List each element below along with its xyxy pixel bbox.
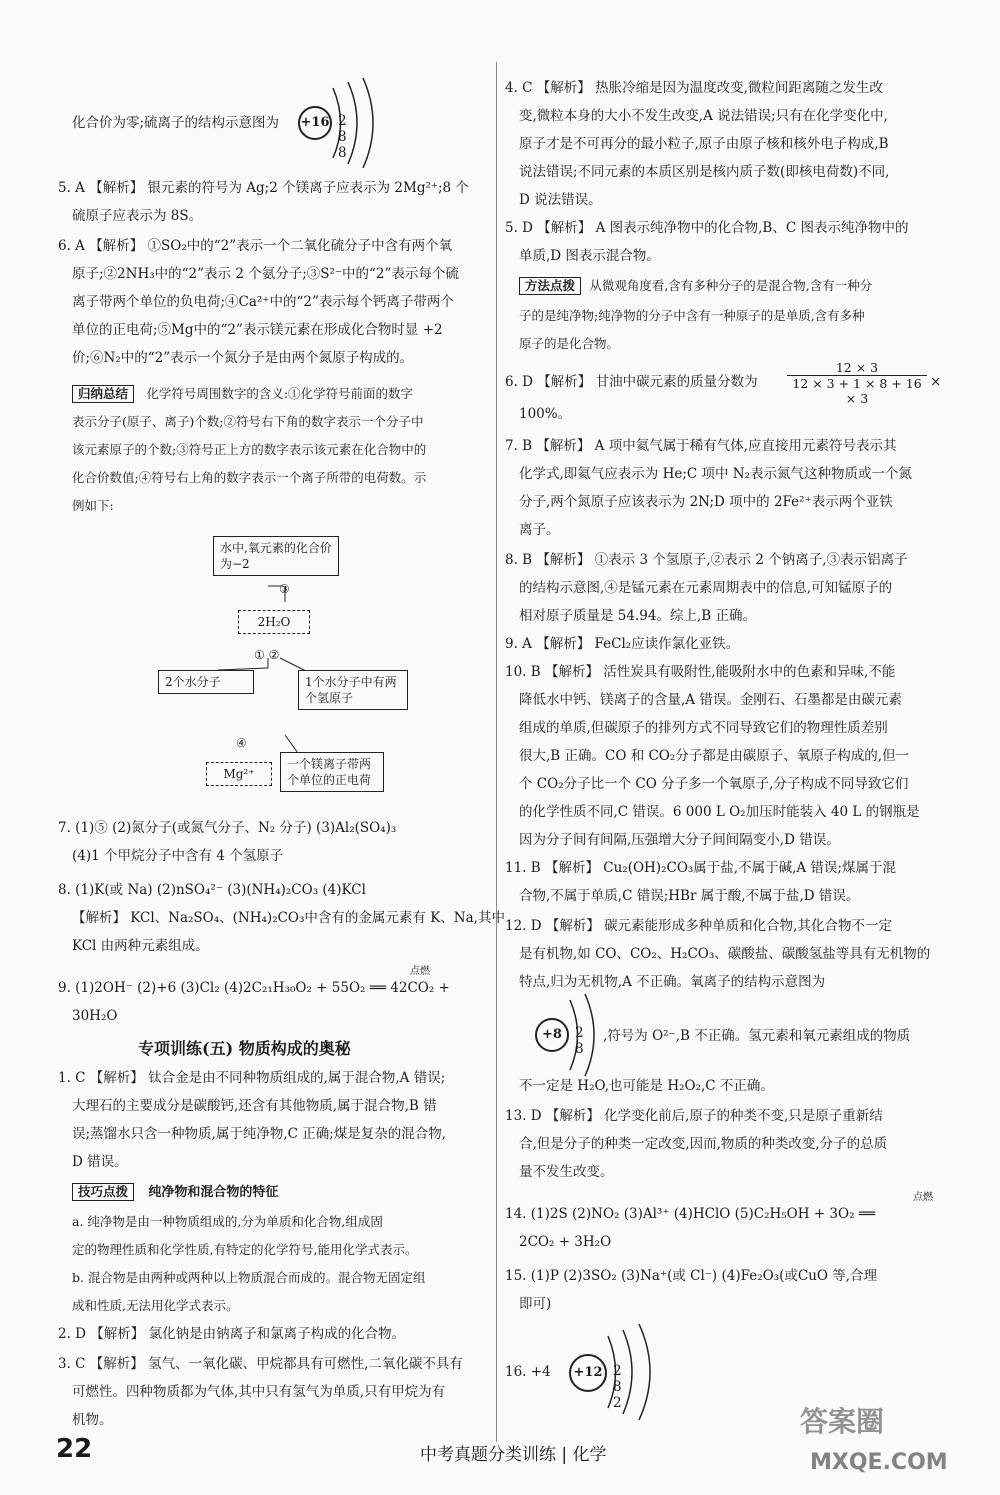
symbol-number-diagram <box>58 530 488 810</box>
q6-line1: 6. A 【解析】 ①SO₂中的“2”表示一个二氧化硫分子中含有两个氧 <box>58 238 453 254</box>
q5-line1: 5. A 【解析】 银元素的符号为 Ag;2 个镁离子应表示为 2Mg²⁺;8 个 <box>58 180 469 196</box>
r7-line2: 化学式,即氦气应表示为 He;C 项中 N₂表示氮气这种物质或一个氮 <box>519 466 913 482</box>
diagram-box-atoms: 1个水分子中有两个氢原子 <box>298 670 408 710</box>
shell-electrons: 2 8 2 <box>613 1363 628 1411</box>
r6-numerator: 12 × 3 <box>835 360 879 375</box>
diagram-box-valence: 水中,氧元素的化合价为−2 <box>213 536 339 576</box>
r12-line1: 12. D 【解析】 碳元素能形成多种单质和化合物,其化合物不一定 <box>505 918 892 934</box>
s3-line3: 机物。 <box>72 1412 113 1428</box>
mark-1-2: ① ② <box>254 648 280 662</box>
r13-line3: 量不发生改变。 <box>519 1164 614 1180</box>
r9-line1: 9. A 【解析】 FeCl₂应读作氯化亚铁。 <box>505 636 740 652</box>
r13-line1: 13. D 【解析】 化学变化前后,原子的种类不变,只是原子重新结 <box>505 1108 883 1124</box>
r4-line3: 原子才是不可再分的最小粒子,原子由原子核和核外电子构成,B <box>519 136 889 152</box>
column-divider <box>496 62 497 1442</box>
r7-line3: 分子,两个氮原子应该表示为 2N;D 项中的 2Fe²⁺表示两个亚铁 <box>519 494 893 510</box>
diagram-box-molecules: 2个水分子 <box>158 670 254 694</box>
r8-line3: 相对原子质量是 54.94。综上,B 正确。 <box>519 608 756 624</box>
diagram-arrows <box>58 530 488 810</box>
r4-line1: 4. C 【解析】 热胀冷缩是因为温度改变,微粒间距离随之发生改 <box>505 80 883 96</box>
summary-label: 归纳总结 <box>72 385 134 403</box>
nucleus: +8 <box>535 1018 569 1052</box>
r10-line4: 很大,B 正确。CO 和 CO₂分子都是由碳原子、氧原子构成的,但一 <box>519 748 910 764</box>
r10-line1: 10. B 【解析】 活性炭具有吸附性,能吸附水中的色素和异味,不能 <box>505 664 896 680</box>
r10-line6: 的化学性质不同,C 错误。6 000 L O₂加压时能装入 40 L 的钢瓶是 <box>519 804 920 820</box>
diagram-box-charge: 一个镁离子带两个单位的正电荷 <box>280 752 384 792</box>
r12-line2: 是有机物,如 CO、CO₂、H₂CO₃、碳酸盐、碳酸氢盐等具有无机物的 <box>519 946 931 962</box>
r15-line2: 即可) <box>519 1296 552 1312</box>
method-label: 方法点拨 <box>519 277 581 295</box>
r4-line5: D 说法错误。 <box>519 192 602 208</box>
summary-line4: 化合价数值;④符号右上角的数字表示一个离子所带的电荷数。示 <box>72 470 427 485</box>
diagram-ion: Mg²⁺ <box>206 762 272 786</box>
summary-line1: 归纳总结 化学符号周围数字的含义:①化学符号前面的数字 <box>72 384 413 404</box>
tip-line4: 成和性质,无法用化学式表示。 <box>72 1298 239 1313</box>
s1-line4: D 错误。 <box>72 1154 128 1170</box>
r11-line2: 合物,不属于单质,C 错误;HBr 属于酸,不属于盐,D 错误。 <box>519 888 860 904</box>
summary-line3: 该元素原子的个数;③符号正上方的数字表示该元素在化合物中的 <box>72 442 427 457</box>
q9-line2: 30H₂O <box>72 1008 118 1024</box>
r13-line2: 合,但是分子的种类一定改变,因而,物质的种类改变,分子的总质 <box>519 1136 888 1152</box>
shell-electrons: 2 8 8 <box>338 113 353 161</box>
r5-line1: 5. D 【解析】 A 图表示纯净物中的化合物,B、C 图表示纯净物中的 <box>505 220 909 236</box>
r6-times: × <box>930 374 942 390</box>
r12-line4: ,符号为 O²⁻,B 不正确。氢元素和氧元素组成的物质 <box>603 1028 911 1044</box>
tip-line1: a. 纯净物是由一种物质组成的,分为单质和化合物,组成固 <box>72 1214 383 1229</box>
r6-line1: 6. D 【解析】 甘油中碳元素的质量分数为 <box>505 374 758 390</box>
r14-condition: 点燃 <box>913 1192 933 1203</box>
s1-line3: 误;蒸馏水只含一种物质,属于纯净物,C 正确;煤是复杂的混合物, <box>72 1126 447 1142</box>
nucleus: +12 <box>569 1354 607 1392</box>
method-line1: 方法点拨 从微观角度看,含有多种分子的是混合物,含有一种分 <box>519 276 872 296</box>
tip-line3: b. 混合物是由两种或两种以上物质混合而成的。混合物无固定组 <box>72 1270 426 1285</box>
tip-header <box>72 1182 278 1203</box>
q7-line1: 7. (1)⑤ (2)氮分子(或氮气分子、N₂ 分子) (3)Al₂(SO₄)₃ <box>58 820 397 836</box>
r6-line2: 100%。 <box>519 406 572 422</box>
q9-line1: 9. (1)2OH⁻ (2)+6 (3)Cl₂ (4)2C₂₁H₃₀O₂ + 55O₂ ══ 42CO₂ + <box>58 980 450 996</box>
r7-line4: 离子。 <box>519 522 560 538</box>
r10-line5: 个 CO₂分子比一个 CO 分子多一个氧原子,分子构成不同导致它们 <box>519 776 909 792</box>
method-line3: 原子的是化合物。 <box>519 336 620 351</box>
r8-line2: 的结构示意图,④是锰元素在元素周期表中的信息,可知锰原子的 <box>519 580 893 596</box>
q6-line4: 单位的正电荷;⑤Mg中的“2”表示镁元素在形成化合物时显 +2 <box>72 322 443 338</box>
q8-line3: KCl 由两种元素组成。 <box>72 938 209 954</box>
watermark-logo: 答案圈 <box>800 1405 885 1438</box>
tip-title: 纯净物和混合物的特征 <box>148 1185 279 1200</box>
r14-line1: 14. (1)2S (2)NO₂ (3)Al³⁺ (4)HClO (5)C₂H₅OH + 3O₂ ══ <box>505 1206 876 1222</box>
s1-line1: 1. C 【解析】 钛合金是由不同种物质组成的,属于混合物,A 错误; <box>58 1070 446 1086</box>
mark-3: ③ <box>279 582 290 596</box>
shell-arcs-icon <box>328 78 378 168</box>
r5-line2: 单质,D 图表示混合物。 <box>519 248 660 264</box>
r4-line4: 说法错误;不同元素的本质区别是核内质子数(即核电荷数)不同, <box>519 164 890 180</box>
r12-line3: 特点,归为无机物,A 不正确。氧离子的结构示意图为 <box>519 974 826 990</box>
r6-denominator: 12 × 3 + 1 × 8 + 16 × 3 <box>787 375 927 406</box>
method-line2: 子的是纯净物;纯净物的分子中含有一种原子的是单质,含有多种 <box>519 308 865 323</box>
q9-condition: 点燃 <box>410 966 430 977</box>
s2-line1: 2. D 【解析】 氯化钠是由钠离子和氯离子构成的化合物。 <box>58 1326 406 1342</box>
r15-line1: 15. (1)P (2)3SO₂ (3)Na⁺(或 Cl⁻) (4)Fe₂O₃(或CuO 等,合理 <box>505 1268 878 1284</box>
s1-line2: 大理石的主要成分是碳酸钙,还含有其他物质,属于混合物,B 错 <box>72 1098 437 1114</box>
shell-electrons: 2 8 <box>575 1025 590 1057</box>
r16-line1: 16. +4 <box>505 1364 551 1380</box>
summary-line2: 表示分子(原子、离子)个数;②符号右下角的数字表示一个分子中 <box>72 414 424 429</box>
footer-title: 中考真题分类训练 | 化学 <box>420 1445 607 1465</box>
tip-label: 技巧点拨 <box>72 1183 134 1201</box>
q8-line1: 8. (1)K(或 Na) (2)nSO₄²⁻ (3)(NH₄)₂CO₃ (4)KCl <box>58 882 366 898</box>
q6-line2: 原子;②2NH₃中的“2”表示 2 个氨分子;③S²⁻中的“2”表示每个硫 <box>72 266 459 282</box>
section-heading: 专项训练(五) 物质构成的奥秘 <box>138 1039 351 1058</box>
r10-line3: 组成的单质,但碳原子的排列方式不同导致它们的物理性质差别 <box>519 720 888 736</box>
r10-line7: 因为分子间有间隔,压强增大分子间间隔变小,D 错误。 <box>519 832 840 848</box>
s3-line2: 可燃性。四种物质都为气体,其中只有氢气为单质,只有甲烷为有 <box>72 1384 446 1400</box>
diagram-center-formula: 2H₂O <box>238 610 310 634</box>
s3-line1: 3. C 【解析】 氢气、一氧化碳、甲烷都具有可燃性,二氧化碳不具有 <box>58 1356 463 1372</box>
r10-line2: 降低水中钙、镁离子的含量,A 错误。金刚石、石墨都是由碳元素 <box>519 692 902 708</box>
mark-4: ④ <box>236 736 247 750</box>
q6-line5: 价;⑥N₂中的“2”表示一个氮分子是由两个氮原子构成的。 <box>72 350 414 366</box>
r8-line1: 8. B 【解析】 ①表示 3 个氢原子,②表示 2 个钠离子,③表示铝离子 <box>505 552 908 568</box>
r14-line2: 2CO₂ + 3H₂O <box>519 1234 612 1250</box>
tip-line2: 定的物理性质和化学性质,有特定的化学符号,能用化学式表示。 <box>72 1242 418 1257</box>
r6-fraction <box>787 360 927 406</box>
r4-line2: 变,微粒本身的大小不发生改变,A 说法错误;只有在化学变化中, <box>519 108 888 124</box>
q5-line2: 硫原子应表示为 8S。 <box>72 208 203 224</box>
q7-line2: (4)1 个甲烷分子中含有 4 个氢原子 <box>72 848 284 864</box>
shell-arcs-icon <box>603 1324 663 1420</box>
nucleus: +16 <box>298 106 332 140</box>
watermark-url: MXQE.COM <box>810 1450 948 1475</box>
r7-line1: 7. B 【解析】 A 项中氦气属于稀有气体,应直接用元素符号表示其 <box>505 438 897 454</box>
r12-line5: 不一定是 H₂O,也可能是 H₂O₂,C 不正确。 <box>519 1078 774 1094</box>
q8-line2: 【解析】 KCl、Na₂SO₄、(NH₄)₂CO₃中含有的金属元素有 K、Na,其中 <box>72 910 505 926</box>
sulfur-ion-text: 化合价为零;硫离子的结构示意图为 <box>72 115 280 131</box>
summary-line5: 例如下: <box>72 498 114 513</box>
page-number: 22 <box>56 1434 93 1464</box>
r11-line1: 11. B 【解析】 Cu₂(OH)₂CO₃属于盐,不属于碱,A 错误;煤属于混 <box>505 860 896 876</box>
q6-line3: 离子带两个单位的负电荷;④Ca²⁺中的“2”表示每个钙离子带两个 <box>72 294 454 310</box>
